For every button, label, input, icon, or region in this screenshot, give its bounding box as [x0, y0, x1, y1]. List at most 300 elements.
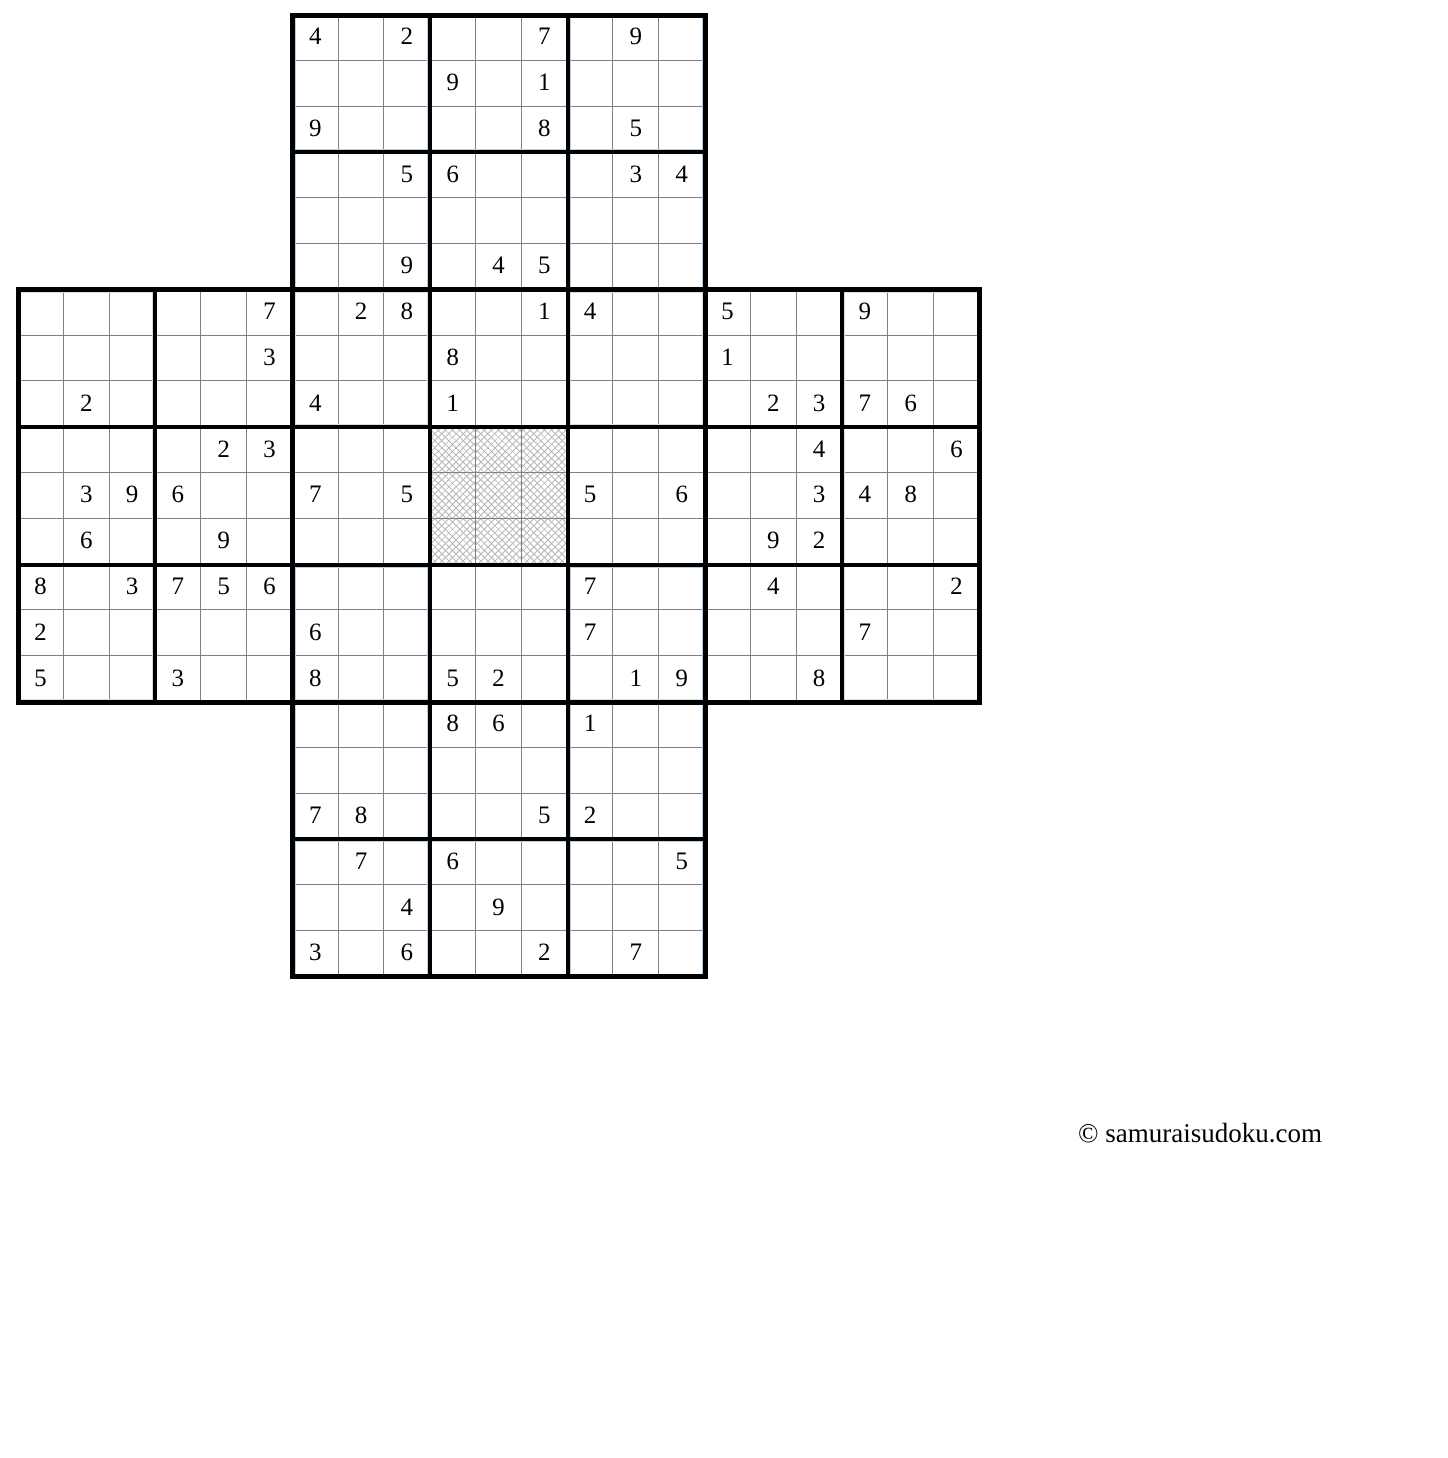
sudoku-cell[interactable]: 6: [247, 565, 293, 611]
sudoku-cell[interactable]: [110, 427, 156, 473]
sudoku-cell[interactable]: [201, 610, 247, 656]
sudoku-cell[interactable]: 6: [934, 427, 980, 473]
sudoku-cell[interactable]: [293, 152, 339, 198]
sudoku-cell[interactable]: [568, 244, 614, 290]
sudoku-cell[interactable]: [339, 565, 385, 611]
sudoku-cell[interactable]: [18, 381, 64, 427]
sudoku-cell[interactable]: [155, 610, 201, 656]
sudoku-cell[interactable]: [110, 336, 156, 382]
sudoku-cell[interactable]: [339, 61, 385, 107]
sudoku-cell[interactable]: [476, 794, 522, 840]
sudoku-cell[interactable]: 2: [934, 565, 980, 611]
sudoku-cell[interactable]: [659, 610, 705, 656]
sudoku-cell[interactable]: [476, 565, 522, 611]
sudoku-cell[interactable]: [430, 565, 476, 611]
sudoku-cell[interactable]: 9: [201, 519, 247, 565]
sudoku-cell[interactable]: [384, 336, 430, 382]
sudoku-cell[interactable]: [659, 565, 705, 611]
sudoku-cell[interactable]: 2: [18, 610, 64, 656]
sudoku-cell[interactable]: [522, 565, 568, 611]
sudoku-cell[interactable]: 3: [247, 336, 293, 382]
sudoku-cell[interactable]: [613, 381, 659, 427]
sudoku-cell[interactable]: 4: [293, 15, 339, 61]
sudoku-cell[interactable]: [934, 610, 980, 656]
sudoku-cell[interactable]: [476, 381, 522, 427]
sudoku-cell[interactable]: [155, 519, 201, 565]
sudoku-cell[interactable]: [384, 610, 430, 656]
sudoku-cell[interactable]: [293, 290, 339, 336]
sudoku-cell[interactable]: 3: [797, 381, 843, 427]
sudoku-cell[interactable]: [384, 427, 430, 473]
sudoku-cell[interactable]: [888, 565, 934, 611]
sudoku-cell[interactable]: [522, 198, 568, 244]
sudoku-cell[interactable]: 1: [568, 702, 614, 748]
sudoku-cell[interactable]: [568, 931, 614, 977]
sudoku-cell[interactable]: 2: [797, 519, 843, 565]
sudoku-cell[interactable]: 1: [705, 336, 751, 382]
sudoku-cell[interactable]: [110, 290, 156, 336]
sudoku-cell[interactable]: 9: [430, 61, 476, 107]
sudoku-cell[interactable]: [430, 15, 476, 61]
sudoku-cell[interactable]: [705, 381, 751, 427]
sudoku-cell[interactable]: [384, 519, 430, 565]
sudoku-cell[interactable]: 2: [751, 381, 797, 427]
sudoku-cell[interactable]: 4: [384, 885, 430, 931]
sudoku-cell[interactable]: 4: [293, 381, 339, 427]
sudoku-cell[interactable]: [659, 107, 705, 153]
sudoku-cell[interactable]: [522, 748, 568, 794]
sudoku-cell[interactable]: 5: [568, 473, 614, 519]
sudoku-cell[interactable]: [110, 381, 156, 427]
sudoku-cell[interactable]: 6: [476, 702, 522, 748]
sudoku-cell[interactable]: [64, 565, 110, 611]
sudoku-cell[interactable]: [705, 473, 751, 519]
sudoku-cell[interactable]: [384, 107, 430, 153]
sudoku-cell[interactable]: [751, 290, 797, 336]
sudoku-cell[interactable]: [64, 610, 110, 656]
sudoku-cell[interactable]: [522, 381, 568, 427]
sudoku-cell[interactable]: [568, 839, 614, 885]
sudoku-cell[interactable]: 9: [842, 290, 888, 336]
sudoku-cell[interactable]: [339, 885, 385, 931]
sudoku-cell[interactable]: [705, 656, 751, 702]
sudoku-cell[interactable]: [430, 519, 476, 565]
sudoku-cell[interactable]: 7: [293, 473, 339, 519]
sudoku-cell[interactable]: [339, 702, 385, 748]
sudoku-cell[interactable]: [476, 336, 522, 382]
sudoku-cell[interactable]: [64, 290, 110, 336]
sudoku-cell[interactable]: [201, 336, 247, 382]
sudoku-cell[interactable]: 1: [522, 290, 568, 336]
sudoku-cell[interactable]: 4: [797, 427, 843, 473]
block-divider: [16, 563, 982, 567]
sudoku-cell[interactable]: [659, 61, 705, 107]
sudoku-cell[interactable]: 3: [64, 473, 110, 519]
sudoku-cell[interactable]: 5: [522, 244, 568, 290]
sudoku-cell[interactable]: 6: [155, 473, 201, 519]
block-divider: [153, 288, 157, 704]
sudoku-cell[interactable]: 8: [18, 565, 64, 611]
sudoku-cell[interactable]: [476, 473, 522, 519]
sudoku-cell[interactable]: [568, 336, 614, 382]
sudoku-cell[interactable]: [522, 473, 568, 519]
sudoku-cell[interactable]: 8: [522, 107, 568, 153]
sudoku-cell[interactable]: 7: [568, 610, 614, 656]
sudoku-cell[interactable]: [476, 198, 522, 244]
sudoku-cell[interactable]: 8: [339, 794, 385, 840]
sudoku-cell[interactable]: [522, 656, 568, 702]
sudoku-cell[interactable]: 6: [659, 473, 705, 519]
sudoku-cell[interactable]: 3: [613, 152, 659, 198]
sudoku-cell[interactable]: [842, 427, 888, 473]
sudoku-cell[interactable]: [339, 198, 385, 244]
sudoku-cell[interactable]: [384, 381, 430, 427]
sudoku-cell[interactable]: [568, 748, 614, 794]
sudoku-cell[interactable]: [751, 427, 797, 473]
sudoku-cell[interactable]: [613, 794, 659, 840]
sudoku-cell[interactable]: [568, 152, 614, 198]
sudoku-cell[interactable]: [384, 839, 430, 885]
sudoku-cell[interactable]: [476, 610, 522, 656]
sudoku-cell[interactable]: 7: [522, 15, 568, 61]
sudoku-cell[interactable]: [613, 290, 659, 336]
sudoku-cell[interactable]: [339, 427, 385, 473]
sudoku-cell[interactable]: [155, 381, 201, 427]
sudoku-cell[interactable]: [659, 702, 705, 748]
sudoku-cell[interactable]: [384, 702, 430, 748]
sudoku-cell[interactable]: 6: [888, 381, 934, 427]
sudoku-cell[interactable]: [568, 519, 614, 565]
sudoku-cell[interactable]: [476, 931, 522, 977]
sudoku-cell[interactable]: 9: [384, 244, 430, 290]
sudoku-cell[interactable]: [339, 15, 385, 61]
sudoku-cell[interactable]: 9: [110, 473, 156, 519]
sudoku-cell[interactable]: [568, 15, 614, 61]
sudoku-cell[interactable]: [339, 107, 385, 153]
sudoku-cell[interactable]: 8: [797, 656, 843, 702]
sudoku-cell[interactable]: 5: [384, 152, 430, 198]
sudoku-cell[interactable]: 9: [293, 107, 339, 153]
sudoku-cell[interactable]: [476, 427, 522, 473]
sudoku-cell[interactable]: [613, 565, 659, 611]
sudoku-cell[interactable]: [18, 519, 64, 565]
sudoku-cell[interactable]: [430, 290, 476, 336]
sudoku-cell[interactable]: [18, 427, 64, 473]
sudoku-cell[interactable]: 4: [842, 473, 888, 519]
sudoku-cell[interactable]: [476, 15, 522, 61]
sudoku-cell[interactable]: 8: [293, 656, 339, 702]
sudoku-cell[interactable]: [64, 656, 110, 702]
sudoku-cell[interactable]: [293, 198, 339, 244]
sudoku-cell[interactable]: [476, 107, 522, 153]
sudoku-cell[interactable]: [339, 381, 385, 427]
sudoku-cell[interactable]: 8: [888, 473, 934, 519]
sudoku-cell[interactable]: [797, 290, 843, 336]
sudoku-cell[interactable]: 5: [522, 794, 568, 840]
sudoku-cell[interactable]: 2: [201, 427, 247, 473]
sudoku-cell[interactable]: [339, 610, 385, 656]
sudoku-cell[interactable]: [659, 244, 705, 290]
sudoku-cell[interactable]: 4: [659, 152, 705, 198]
sudoku-cell[interactable]: 7: [247, 290, 293, 336]
sudoku-cell[interactable]: [293, 61, 339, 107]
sudoku-cell[interactable]: [613, 61, 659, 107]
sudoku-cell[interactable]: [888, 656, 934, 702]
sudoku-cell[interactable]: [476, 61, 522, 107]
block-divider: [977, 287, 982, 704]
sudoku-cell[interactable]: [201, 290, 247, 336]
sudoku-cell[interactable]: 3: [797, 473, 843, 519]
sudoku-cell[interactable]: [705, 610, 751, 656]
sudoku-cell[interactable]: [430, 473, 476, 519]
sudoku-cell[interactable]: [659, 290, 705, 336]
sudoku-cell[interactable]: 7: [155, 565, 201, 611]
sudoku-cell[interactable]: [522, 702, 568, 748]
sudoku-cell[interactable]: [659, 381, 705, 427]
sudoku-cell[interactable]: 5: [430, 656, 476, 702]
sudoku-cell[interactable]: 9: [476, 885, 522, 931]
sudoku-cell[interactable]: [797, 336, 843, 382]
sudoku-cell[interactable]: [659, 336, 705, 382]
sudoku-cell[interactable]: [430, 244, 476, 290]
sudoku-cell[interactable]: 2: [384, 15, 430, 61]
sudoku-cell[interactable]: [384, 794, 430, 840]
sudoku-cell[interactable]: [384, 61, 430, 107]
sudoku-cell[interactable]: 2: [522, 931, 568, 977]
sudoku-cell[interactable]: 3: [155, 656, 201, 702]
sudoku-cell[interactable]: [705, 565, 751, 611]
sudoku-cell[interactable]: [613, 519, 659, 565]
sudoku-cell[interactable]: [934, 336, 980, 382]
sudoku-cell[interactable]: [888, 336, 934, 382]
sudoku-cell[interactable]: [934, 381, 980, 427]
sudoku-cell[interactable]: 2: [64, 381, 110, 427]
sudoku-cell[interactable]: 5: [18, 656, 64, 702]
sudoku-cell[interactable]: [247, 610, 293, 656]
sudoku-cell[interactable]: [110, 519, 156, 565]
sudoku-cell[interactable]: [522, 336, 568, 382]
sudoku-cell[interactable]: [568, 427, 614, 473]
sudoku-cell[interactable]: 1: [613, 656, 659, 702]
sudoku-cell[interactable]: 7: [842, 381, 888, 427]
sudoku-cell[interactable]: [751, 473, 797, 519]
sudoku-cell[interactable]: [522, 519, 568, 565]
sudoku-cell[interactable]: [613, 427, 659, 473]
sudoku-cell[interactable]: 5: [659, 839, 705, 885]
sudoku-cell[interactable]: [522, 885, 568, 931]
sudoku-cell[interactable]: [201, 381, 247, 427]
sudoku-cell[interactable]: [751, 656, 797, 702]
sudoku-cell[interactable]: 8: [430, 702, 476, 748]
sudoku-cell[interactable]: [842, 519, 888, 565]
sudoku-cell[interactable]: [659, 794, 705, 840]
sudoku-cell[interactable]: [522, 610, 568, 656]
sudoku-cell[interactable]: 7: [842, 610, 888, 656]
sudoku-cell[interactable]: [430, 427, 476, 473]
sudoku-cell[interactable]: [613, 473, 659, 519]
sudoku-cell[interactable]: [155, 336, 201, 382]
sudoku-cell[interactable]: [888, 290, 934, 336]
sudoku-cell[interactable]: [430, 885, 476, 931]
sudoku-cell[interactable]: [293, 748, 339, 794]
sudoku-cell[interactable]: [293, 565, 339, 611]
sudoku-cell[interactable]: [659, 427, 705, 473]
sudoku-cell[interactable]: [934, 473, 980, 519]
sudoku-cell[interactable]: [476, 152, 522, 198]
sudoku-cell[interactable]: [568, 61, 614, 107]
sudoku-cell[interactable]: [888, 427, 934, 473]
sudoku-cell[interactable]: 5: [384, 473, 430, 519]
sudoku-cell[interactable]: [293, 702, 339, 748]
sudoku-cell[interactable]: [659, 748, 705, 794]
sudoku-cell[interactable]: [430, 931, 476, 977]
sudoku-cell[interactable]: [659, 15, 705, 61]
sudoku-cell[interactable]: 7: [568, 565, 614, 611]
sudoku-cell[interactable]: 3: [110, 565, 156, 611]
sudoku-cell[interactable]: [339, 748, 385, 794]
sudoku-cell[interactable]: [568, 381, 614, 427]
sudoku-cell[interactable]: [18, 473, 64, 519]
sudoku-cell[interactable]: [842, 656, 888, 702]
sudoku-cell[interactable]: [613, 336, 659, 382]
sudoku-cell[interactable]: [247, 381, 293, 427]
sudoku-cell[interactable]: [339, 244, 385, 290]
sudoku-cell[interactable]: [64, 427, 110, 473]
sudoku-cell[interactable]: 6: [384, 931, 430, 977]
sudoku-cell[interactable]: [339, 336, 385, 382]
sudoku-cell[interactable]: [18, 336, 64, 382]
sudoku-cell[interactable]: [293, 244, 339, 290]
sudoku-cell[interactable]: 5: [613, 107, 659, 153]
sudoku-cell[interactable]: [339, 931, 385, 977]
sudoku-cell[interactable]: [201, 473, 247, 519]
sudoku-cell[interactable]: [613, 839, 659, 885]
sudoku-cell[interactable]: [797, 610, 843, 656]
sudoku-cell[interactable]: 4: [568, 290, 614, 336]
sudoku-cell[interactable]: 9: [613, 15, 659, 61]
sudoku-cell[interactable]: 2: [476, 656, 522, 702]
sudoku-cell[interactable]: [384, 565, 430, 611]
sudoku-cell[interactable]: [339, 519, 385, 565]
sudoku-cell[interactable]: 4: [751, 565, 797, 611]
sudoku-cell[interactable]: 3: [247, 427, 293, 473]
sudoku-cell[interactable]: [110, 610, 156, 656]
sudoku-cell[interactable]: 1: [430, 381, 476, 427]
sudoku-cell[interactable]: [934, 656, 980, 702]
sudoku-cell[interactable]: [201, 656, 247, 702]
sudoku-cell[interactable]: [430, 748, 476, 794]
sudoku-cell[interactable]: [842, 565, 888, 611]
sudoku-cell[interactable]: [522, 427, 568, 473]
sudoku-cell[interactable]: [339, 152, 385, 198]
sudoku-cell[interactable]: 9: [659, 656, 705, 702]
sudoku-cell[interactable]: [155, 427, 201, 473]
sudoku-cell[interactable]: [842, 336, 888, 382]
sudoku-cell[interactable]: [247, 519, 293, 565]
sudoku-cell[interactable]: [613, 885, 659, 931]
sudoku-cell[interactable]: [339, 656, 385, 702]
sudoku-cell[interactable]: [430, 610, 476, 656]
sudoku-cell[interactable]: 7: [339, 839, 385, 885]
sudoku-cell[interactable]: [797, 565, 843, 611]
sudoku-cell[interactable]: [613, 702, 659, 748]
sudoku-cell[interactable]: [613, 610, 659, 656]
sudoku-cell[interactable]: 8: [430, 336, 476, 382]
sudoku-cell[interactable]: [476, 519, 522, 565]
sudoku-cell[interactable]: [384, 748, 430, 794]
sudoku-cell[interactable]: 2: [339, 290, 385, 336]
sudoku-cell[interactable]: [293, 839, 339, 885]
sudoku-cell[interactable]: [247, 656, 293, 702]
sudoku-cell[interactable]: [888, 610, 934, 656]
sudoku-cell[interactable]: [110, 656, 156, 702]
sudoku-cell[interactable]: [247, 473, 293, 519]
sudoku-cell[interactable]: [751, 610, 797, 656]
sudoku-cell[interactable]: [751, 336, 797, 382]
sudoku-cell[interactable]: [18, 290, 64, 336]
sudoku-cell[interactable]: [476, 839, 522, 885]
sudoku-cell[interactable]: [613, 748, 659, 794]
sudoku-cell[interactable]: [659, 885, 705, 931]
sudoku-cell[interactable]: [64, 336, 110, 382]
sudoku-cell[interactable]: [613, 244, 659, 290]
sudoku-cell[interactable]: [430, 198, 476, 244]
sudoku-cell[interactable]: [293, 427, 339, 473]
sudoku-cell[interactable]: [339, 473, 385, 519]
sudoku-cell[interactable]: 6: [293, 610, 339, 656]
sudoku-cell[interactable]: [568, 656, 614, 702]
sudoku-cell[interactable]: 2: [568, 794, 614, 840]
sudoku-cell[interactable]: [934, 290, 980, 336]
sudoku-cell[interactable]: [568, 885, 614, 931]
sudoku-cell[interactable]: [659, 931, 705, 977]
sudoku-cell[interactable]: 7: [293, 794, 339, 840]
sudoku-cell[interactable]: [522, 152, 568, 198]
sudoku-cell[interactable]: 5: [705, 290, 751, 336]
sudoku-cell[interactable]: [659, 519, 705, 565]
sudoku-cell[interactable]: 5: [201, 565, 247, 611]
sudoku-cell[interactable]: 6: [430, 839, 476, 885]
sudoku-cell[interactable]: 3: [293, 931, 339, 977]
sudoku-cell[interactable]: 7: [613, 931, 659, 977]
sudoku-cell[interactable]: [430, 794, 476, 840]
sudoku-cell[interactable]: [476, 748, 522, 794]
sudoku-cell[interactable]: [476, 290, 522, 336]
sudoku-cell[interactable]: 6: [430, 152, 476, 198]
sudoku-cell[interactable]: 6: [64, 519, 110, 565]
sudoku-cell[interactable]: [430, 107, 476, 153]
sudoku-cell[interactable]: [384, 198, 430, 244]
sudoku-cell[interactable]: 4: [476, 244, 522, 290]
sudoku-cell[interactable]: [934, 519, 980, 565]
sudoku-cell[interactable]: 8: [384, 290, 430, 336]
sudoku-cell[interactable]: [293, 336, 339, 382]
sudoku-cell[interactable]: [384, 656, 430, 702]
sudoku-cell[interactable]: 9: [751, 519, 797, 565]
sudoku-cell[interactable]: [293, 885, 339, 931]
sudoku-cell[interactable]: [705, 427, 751, 473]
sudoku-cell[interactable]: [613, 198, 659, 244]
sudoku-cell[interactable]: [888, 519, 934, 565]
sudoku-cell[interactable]: [568, 198, 614, 244]
sudoku-cell[interactable]: [705, 519, 751, 565]
sudoku-cell[interactable]: [155, 290, 201, 336]
sudoku-cell[interactable]: [659, 198, 705, 244]
sudoku-cell[interactable]: [293, 519, 339, 565]
sudoku-cell[interactable]: [522, 839, 568, 885]
sudoku-cell[interactable]: 1: [522, 61, 568, 107]
sudoku-cell[interactable]: [568, 107, 614, 153]
